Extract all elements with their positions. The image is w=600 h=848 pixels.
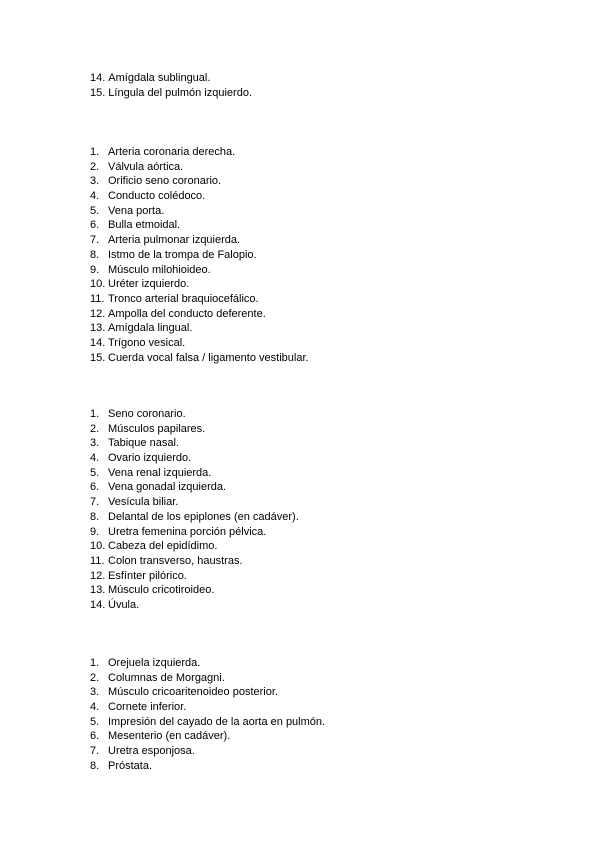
list-item-text: Amígdala sublingual. (108, 72, 211, 84)
list-item (90, 685, 325, 700)
list-item-text: Músculo milohioideo. (108, 263, 211, 276)
list-item-text: Vesícula biliar. (108, 496, 179, 509)
list-item-number: 15. (90, 351, 106, 364)
list-item-number: 13. (90, 322, 106, 335)
numbered-list (90, 71, 252, 100)
list-item-text: Delantal de los epiplones (en cadáver). (108, 510, 299, 523)
list-item-text: Amígdala lingual. (108, 322, 193, 335)
list-item-text: Ampolla del conducto deferente. (108, 307, 266, 320)
list-item-number: 11. (90, 554, 105, 567)
list-item-text: Mesenterio (en cadáver). (108, 730, 231, 743)
list-item-number: 9. (90, 525, 100, 538)
list-item (90, 729, 325, 744)
list-item-number: 2. (90, 422, 100, 435)
list-item (90, 189, 309, 204)
list-item (90, 539, 299, 554)
list-item (90, 569, 299, 584)
list-item-number: 13. (90, 584, 106, 597)
list-item-number: 15. (90, 86, 106, 99)
list-item (90, 554, 299, 569)
list-item-text: Istmo de la trompa de Falopio. (108, 248, 257, 261)
list-item-number: 4. (90, 452, 100, 465)
list-item-number: 7. (90, 745, 100, 758)
list-item-number: 5. (90, 204, 100, 217)
list-item-number: 5. (90, 466, 100, 479)
list-item-text: Bulla etmoidal. (108, 219, 181, 232)
list-item-number: 1. (90, 657, 100, 669)
list-item-number: 14. (90, 598, 106, 611)
list-item (90, 480, 299, 495)
list-item (90, 583, 299, 598)
list-item (90, 174, 309, 189)
list-item-text: Vena renal izquierda. (108, 466, 212, 479)
list-item-text: Uréter izquierdo. (108, 278, 190, 291)
list-item-number: 8. (90, 248, 100, 261)
list-item (90, 422, 299, 437)
list-item (90, 407, 299, 422)
list-item-number: 6. (90, 219, 100, 232)
list-item-number: 6. (90, 730, 100, 743)
list-item-text: Ovario izquierdo. (108, 452, 192, 465)
list-item-number: 7. (90, 496, 100, 509)
list-item-number: 7. (90, 234, 100, 247)
list-item-text: Vena gonadal izquierda. (108, 481, 227, 494)
list-item (90, 671, 325, 686)
list-item-number: 4. (90, 190, 100, 203)
list-item-text: Tabique nasal. (108, 437, 179, 450)
list-item (90, 744, 325, 759)
list-item-number: 9. (90, 263, 100, 276)
list-item (90, 700, 325, 715)
list-item-text: Orificio seno coronario. (108, 175, 222, 188)
list-item (90, 277, 309, 292)
numbered-list (90, 145, 309, 365)
list-item-number: 1. (90, 146, 100, 158)
list-item (90, 466, 299, 481)
list-item (90, 145, 309, 160)
list-item-text: Columnas de Morgagni. (108, 671, 225, 684)
list-item (90, 248, 309, 263)
list-item-number: 14. (90, 336, 106, 349)
numbered-list (90, 656, 325, 774)
list-item-number: 8. (90, 510, 100, 523)
list-item-number: 2. (90, 671, 100, 684)
list-item (90, 218, 309, 233)
list-item-text: Trígono vesical. (108, 336, 186, 349)
list-item-text: Músculos papilares. (108, 422, 206, 435)
list-item (90, 759, 325, 774)
list-item-number: 5. (90, 715, 100, 728)
list-item-number: 3. (90, 437, 100, 450)
list-item (90, 263, 309, 278)
list-item-text: Orejuela izquierda. (108, 657, 201, 669)
list-item (90, 351, 309, 366)
list-item-number: 12. (90, 307, 106, 320)
list-item-text: Músculo cricotiroideo. (108, 584, 215, 597)
list-item (90, 160, 309, 175)
list-item-text: Colon transverso, haustras. (108, 554, 243, 567)
list-item (90, 233, 309, 248)
list-item (90, 656, 325, 671)
list-item-text: Arteria coronaria derecha. (108, 146, 236, 158)
list-item (90, 715, 325, 730)
list-item (90, 436, 299, 451)
list-item (90, 495, 299, 510)
list-item (90, 510, 299, 525)
list-item-text: Cabeza del epidídimo. (108, 540, 218, 553)
list-item (90, 336, 309, 351)
list-item-number: 11. (90, 292, 105, 305)
list-item-number: 8. (90, 759, 100, 772)
list-item-text: Tronco arterial braquiocefálico. (108, 292, 259, 305)
list-item-text: Úvula. (108, 598, 140, 611)
list-item (90, 307, 309, 322)
list-item-text: Uretra femenina porción pélvica. (108, 525, 267, 538)
list-item-number: 10. (90, 540, 106, 553)
list-item (90, 451, 299, 466)
list-item-number: 3. (90, 686, 100, 699)
list-item-text: Uretra esponjosa. (108, 745, 195, 758)
list-item-number: 6. (90, 481, 100, 494)
list-item-number: 4. (90, 701, 100, 714)
list-item-text: Válvula aórtica. (108, 160, 184, 173)
list-item-text: Cornete inferior. (108, 701, 187, 714)
list-item (90, 204, 309, 219)
list-item-text: Músculo cricoaritenoideo posterior. (108, 686, 278, 699)
list-item (90, 321, 309, 336)
list-item-text: Próstata. (108, 759, 153, 772)
list-item-number: 14. (90, 72, 106, 84)
list-item-text: Língula del pulmón izquierdo. (108, 86, 253, 99)
list-item-text: Vena porta. (108, 204, 165, 217)
list-item-text: Conducto colédoco. (108, 190, 206, 203)
list-item (90, 292, 309, 307)
list-item-number: 12. (90, 569, 106, 582)
list-item (90, 525, 299, 540)
list-item-text: Seno coronario. (108, 408, 186, 420)
numbered-list (90, 407, 299, 613)
list-item-text: Impresión del cayado de la aorta en pulmón. (108, 715, 326, 728)
list-item-number: 1. (90, 408, 100, 420)
list-item-number: 10. (90, 278, 106, 291)
list-item (90, 86, 252, 101)
list-item-text: Esfínter pilórico. (108, 569, 187, 582)
list-item (90, 71, 252, 86)
list-item-text: Arteria pulmonar izquierda. (108, 234, 241, 247)
list-item-number: 2. (90, 160, 100, 173)
list-item-text: Cuerda vocal falsa / ligamento vestibular. (108, 351, 309, 364)
list-item-number: 3. (90, 175, 100, 188)
list-item (90, 598, 299, 613)
